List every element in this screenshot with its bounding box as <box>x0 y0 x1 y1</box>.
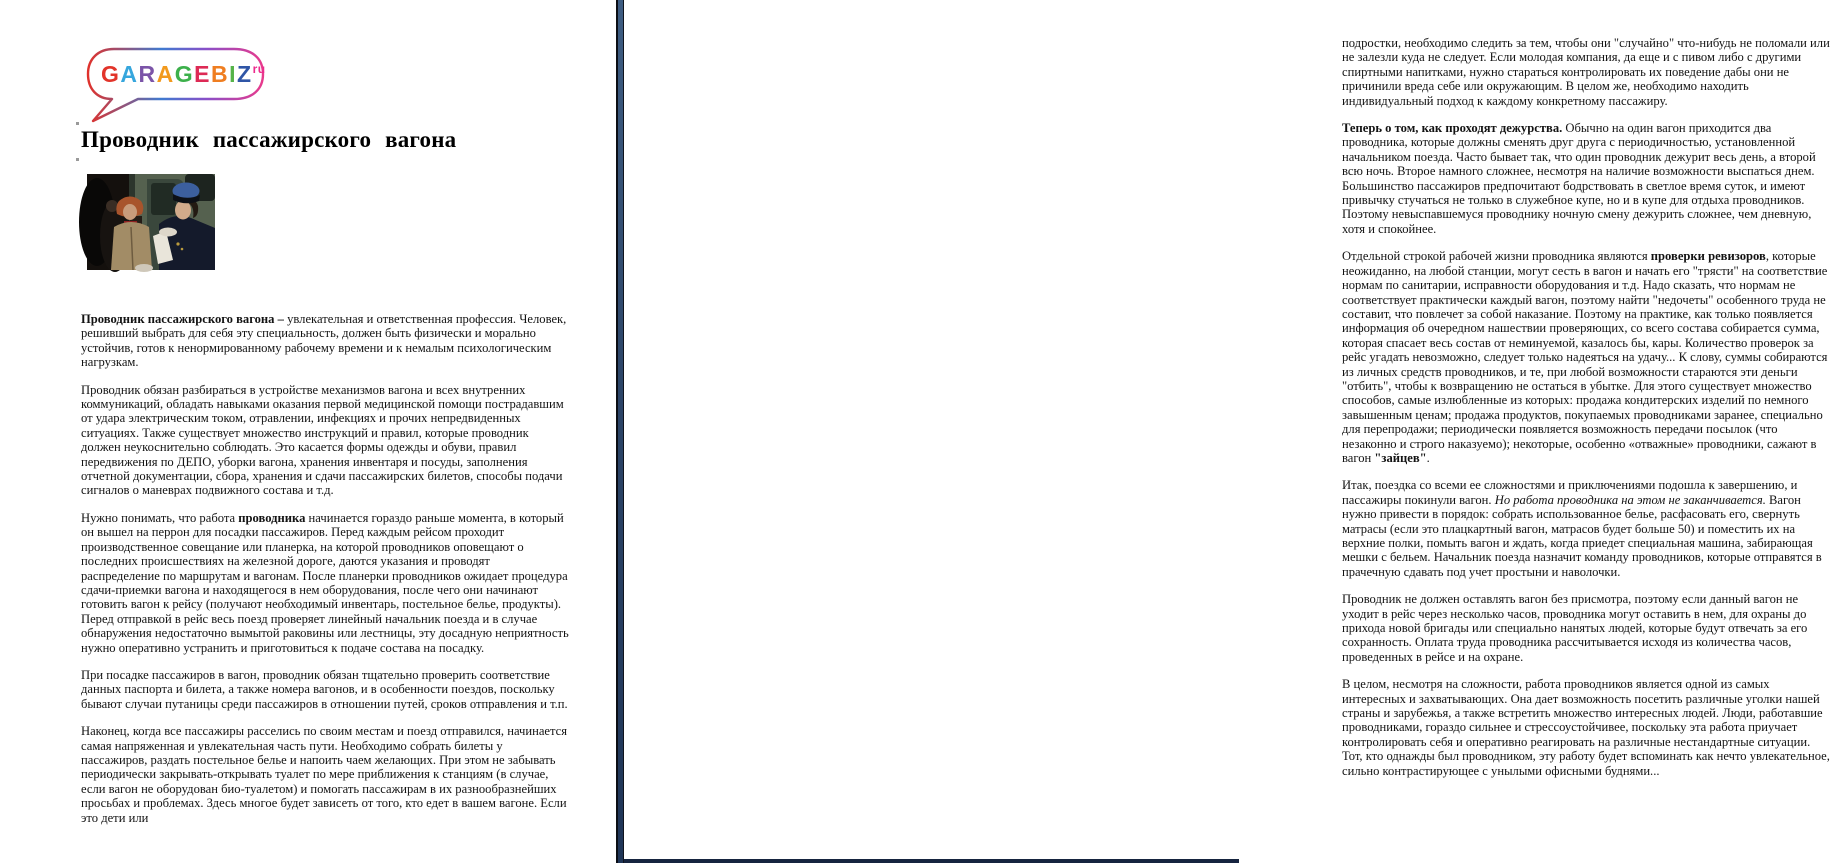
paragraph <box>81 724 570 825</box>
paragraph <box>1342 249 1831 465</box>
brand-letter: Z <box>237 61 253 87</box>
paragraph <box>81 312 570 370</box>
paragraph <box>1342 121 1831 236</box>
text-segment: В целом, несмотря на сложности, работа проводников является одной из самых интересных и захватывающих. Она дает возможность посетить различные уголки нашей страны и зарубежья, а также встретить множество интересных людей. Люди, работавшие проводниками, гораздо сильнее и стрессоустойчивее, поскольку эта работа приучает контролировать себя и оперативно реагировать на различные нестандартные ситуации. Тот, кто однажды был проводником, эту работу будет вспоминать как нечто увлекательное, сильно контрастирующее с унылыми офисными буднями... <box>1342 677 1830 778</box>
text-segment: Проводник не должен оставлять вагон без присмотра, поэтому если данный вагон не уходит в рейс через несколько часов, проводника могут оставить в нем, для охраны до прихода новой бригады или специально нанятых людей, которые будут отвечать за его сохранность. Оплата труда проводника рассчитывается исходя из количества часов, проведенных в рейсе и на охране. <box>1342 592 1808 664</box>
text-segment: Обычно на один вагон приходится два проводника, которые должны сменять друг друга с периодичностью, установленной начальником поезда. Часто бывает так, что один проводник дежурит весь день, а второй всю ночь. Второе намного сложнее, несмотря на наличие возможности выспаться днем. Большинство пассажиров предпочитают бодрствовать в светлое время суток, и имеют привычку стучаться не только в служебное купе, но и в купе для отдыха проводников. Поэтому невыспавшемуся проводнику ночную смену дежурить сложнее, чем дневную, хотя и спокойнее. <box>1342 121 1816 236</box>
text-segment: . <box>1426 450 1430 465</box>
paragraph <box>1342 36 1831 108</box>
text-segment: начинается гораздо раньше момента, в который он вышел на перрон для посадки пассажиров. Перед каждым рейсом проходит производственное совещание или планерка, на которой проводников оповещают о последних происшествиях на железной дороге, даются указания и проводят распределение по маршрутам и вагонам. После планерки проводников ожидает процедура сдачи-приемки вагона и находящегося в нем оборудования, после чего они начинают готовить вагон к рейсу (получают необходимый инвентарь, постельное белье, продукты). Перед отправкой в рейс весь поезд проверяет линейный начальник поезда и в случае обнаружения недостаточно вымытой раковины или лестницы, эту досадную неприятность нужно оперативно устранить и приготовиться к подаче состава на посадку. <box>81 510 569 655</box>
text-segment: Нужно понимать, что работа <box>81 510 239 525</box>
brand-letter: E <box>194 61 211 87</box>
brand-wordmark <box>101 61 266 88</box>
text-segment: Вагон нужно привести в порядок: собрать использованное белье, расфасовать его, свернуть матрасы (если это плацкартный вагон, матрасов будет больше 50) и поместить их на верхние полки, помыть вагон и ждать, когда приедет специальная машина, забирающая мешки с бельем. Начальник поезда назначит команду проводников, которые отправятся в прачечную сдавать под учет простыни и наволочки. <box>1342 492 1822 579</box>
paragraph <box>81 511 570 655</box>
page-divider <box>616 0 624 863</box>
bottom-divider <box>624 859 1239 863</box>
right-page-text <box>1342 36 1831 778</box>
text-segment: Наконец, когда все пассажиры расселись по своим местам и поезд отправился, начинается самая напряженная и увлекательная часть пути. Необходимо собрать билеты у пассажиров, раздать постельное белье и напоить чаем желающих. При этом не забывать периодически закрывать-открывать туалет по мере приближения к станциям (в случае, если вагон не оборудован био-туалетом) и помогать пассажирам в их разнообразнейших просьбах и проблемах. Здесь многое будет зависеть от того, кто едет в вашем вагоне. Если это дети или <box>81 724 568 825</box>
cursor-artifact <box>76 158 79 161</box>
brand-letter: A <box>156 61 175 87</box>
text-segment: Проводник обязан разбираться в устройстве механизмов вагона и всех внутренних коммуникаций, обладать навыками оказания первой медицинской помощи пострадавшим от удара электрическим током, отравлении, инфекциях и прочих непредвиденных ситуациях. Также существует множество инструкций и правил, которые проводник должен неукоснительно соблюдать. Это касается формы одежды и обуви, правил передвижения по ДЕПО, уборки вагона, хранения инвентаря и посуды, заполнения отчетной документации, сбора, хранения и сдачи пассажирских билетов, способы подачи сигналов о маневрах подвижного состава и т.д. <box>81 382 564 498</box>
text-segment: увлекательная и ответственная профессия. Человек, решивший выбрать для себя эту специальность, должен быть физически и морально устойчив, готов к ненормированному рабочему времени и к немалым психологическим нагрузкам. <box>81 312 567 370</box>
paragraph <box>81 668 570 711</box>
text-segment: Отдельной строкой рабочей жизни проводника являются <box>1342 249 1651 264</box>
left-page-text <box>81 312 570 825</box>
paragraph <box>1342 478 1831 579</box>
paragraph <box>81 383 570 498</box>
text-segment: "зайцев" <box>1374 450 1427 465</box>
brand-letter: A <box>120 61 139 87</box>
paragraph <box>1342 677 1831 778</box>
text-segment: проверки ревизоров <box>1650 249 1766 264</box>
brand-tld: ru <box>252 62 266 76</box>
text-segment: , которые неожиданно, на любой станции, могут сесть в вагон и начать его "трясти" на соответствие нормам по санитарии, исправности оборудования и т.д. Надо сказать, что нормам не соответствует практически каждый вагон, поэтому найти "недочеты" особенного труда не составит, что повлечет за собой наказание. Поэтому на практике, как только появляется информация об очередном нашествии проверяющих, со всего состава собирается сумма, которая спасает весь состав от неминуемой, казалось бы, кары. Количество проверок за рейс угадать невозможно, следует только надеяться на удачу... К слову, суммы собираются из личных средств проводников, и те, при любой возможности стараются эти деньги "отбить", чтобы к возвращению не остаться в убытке. Для этого существует множество способов, самые излюбленные из которых: продажа кондитерских изделий по немного завышенным ценам; продажа продуктов, покупаемых проводниками заранее, специально для перепродажи; периодически появляется возможность передачи посылок (что незаконно и строго наказуемо); некоторые, особенно «отважные» проводники, сажают в вагон <box>1342 249 1828 465</box>
text-segment: При посадке пассажиров в вагон, проводник обязан тщательно проверить соответствие данных паспорта и билета, а также номера вагонов, и в особенности поездов, поскольку бывают случаи путаницы среди пассажиров в отношении путей, сроков отправления и т.п. <box>81 667 568 711</box>
garagebiz-logo <box>84 46 268 126</box>
brand-letter: B <box>211 61 230 87</box>
brand-letter: R <box>138 61 157 87</box>
paragraph <box>1342 592 1831 664</box>
brand-letter: G <box>174 61 195 87</box>
conductor-checking-tickets-photo <box>87 174 215 270</box>
brand-letter: I <box>229 61 238 87</box>
page-title: Проводник пассажирского вагона <box>81 127 457 152</box>
brand-letter: G <box>101 61 121 87</box>
page-left <box>0 0 616 863</box>
text-segment: Теперь о том, как проходят дежурства. <box>1342 121 1563 136</box>
text-segment: Проводник пассажирского вагона – <box>81 312 288 326</box>
text-segment: подростки, необходимо следить за тем, чтобы они "случайно" что-нибудь не поломали или не залезли куда не следует. Если молодая компания, да еще и с пивом либо с другими спиртными напитками, нужно стараться контролировать их поведение дабы они не причинили вреда себе или окружающим. В целом же, необходимо находить индивидуальный подход к каждому конкретному пассажиру. <box>1342 36 1830 108</box>
text-segment: Но работа проводника на этом не заканчивается. <box>1494 492 1766 507</box>
page-right <box>624 0 1830 863</box>
text-segment: проводника <box>238 510 306 525</box>
text-segment: Итак, поездка со всеми ее сложностями и приключениями подошла к завершению, и пассажиры покинули вагон. <box>1342 478 1798 507</box>
cursor-artifact <box>76 122 79 125</box>
